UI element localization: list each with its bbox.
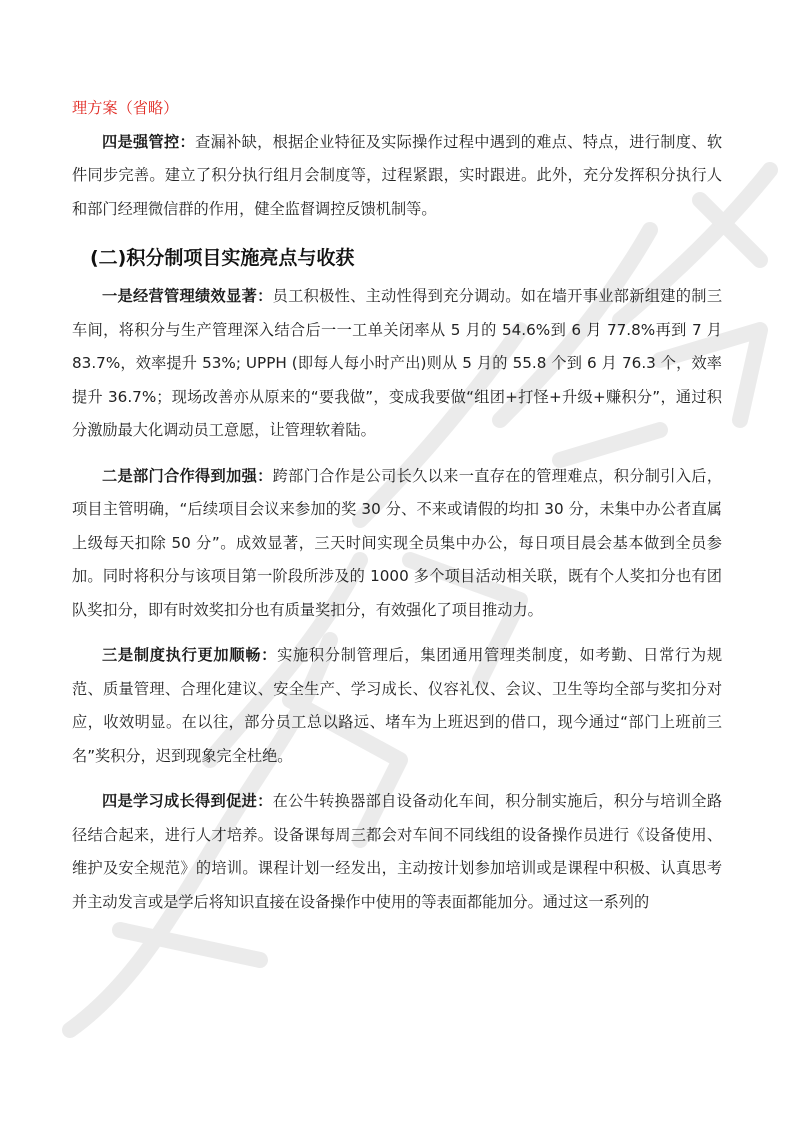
watermark-stroke (120, 930, 260, 960)
section-heading: (二)积分制项目实施亮点与收获 (90, 247, 355, 269)
paragraph-text: 跨部门合作是公司长久以来一直存在的管理难点，积分制引入后，项目主管明确，“后续项目会议来参加的奖 30 分、不来或请假的均扣 30 分，未集中办公者直属上级每天扣除 50 分”。成效显著，三天时间实现全员集中办公，每日项目晨会基本做到全员参加。同时将积分与该项目第一阶段所涉及的 1000 多个项目活动相关联，既有个人奖扣分也有团队奖扣分，即有时效奖扣分也有质量奖扣分，有效强化了项目推动力。 (72, 466, 723, 619)
paragraph-lead: 一是经营管理绩效显著： (102, 287, 273, 305)
paragraph-lead: 二是部门合作得到加强： (102, 466, 273, 485)
header-fragment: 理方案（省略） (72, 99, 179, 117)
paragraph-text: 在公牛转换器部自设备动化车间，积分制实施后，积分与培训全路径结合起来，进行人才培养。设备课每周三都会对车间不同线组的设备操作员进行《设备使用、维护及安全规范》的培训。课程计划一经发出，主动按计划参加培训或是课程中积极、认真思考并主动发言或是学后将知识直接在设备操作中使用的等表面都能加分。通过这一系列的 (72, 792, 723, 911)
paragraph (72, 460, 722, 628)
paragraph-text: 员工积极性、主动性得到充分调动。如在墙开事业部新组建的制三车间，将积分与生产管理深入结合后一一工单关闭率从 5 月的 54.6%到 6 月 77.8%再到 7 月 83.7%，效率提升 53%; UPPH (即每人每小时产出)则从 5 月的 55.8 个到 6 月 76.3 个，效率提升 36.7%；现场改善亦从原来的“要我做”，变成我要做“组团+打怪+升级+赚积分”，通过积分激励最大化调动员工意愿，让管理软着陆。 (72, 287, 723, 439)
paragraph (72, 126, 722, 227)
paragraph-lead: 四是学习成长得到促进： (102, 792, 273, 810)
paragraph-lead: 四是强管控： (102, 132, 196, 151)
paragraph (72, 785, 722, 919)
paragraph (72, 639, 722, 773)
document-body (72, 92, 722, 931)
paragraph-text: 查漏补缺，根据企业特征及实际操作过程中遇到的难点、特点，进行制度、软件同步完善。建立了积分执行组月会制度等，过程紧跟，实时跟进。此外，充分发挥积分执行人和部门经理微信群的作用，健全监督调控反馈机制等。 (72, 132, 723, 218)
paragraph (72, 280, 722, 448)
paragraph-lead: 三是制度执行更加顺畅： (102, 646, 278, 664)
paragraph-text: 实施积分制管理后，集团通用管理类制度，如考勤、日常行为规范、质量管理、合理化建议、安全生产、学习成长、仪容礼仪、会议、卫生等均全部与奖扣分对应，收效明显。在以往，部分员工总以路远、堵车为上班迟到的借口，现今通过“部门上班前三名”奖积分，迟到现象完全杜绝。 (72, 646, 723, 765)
